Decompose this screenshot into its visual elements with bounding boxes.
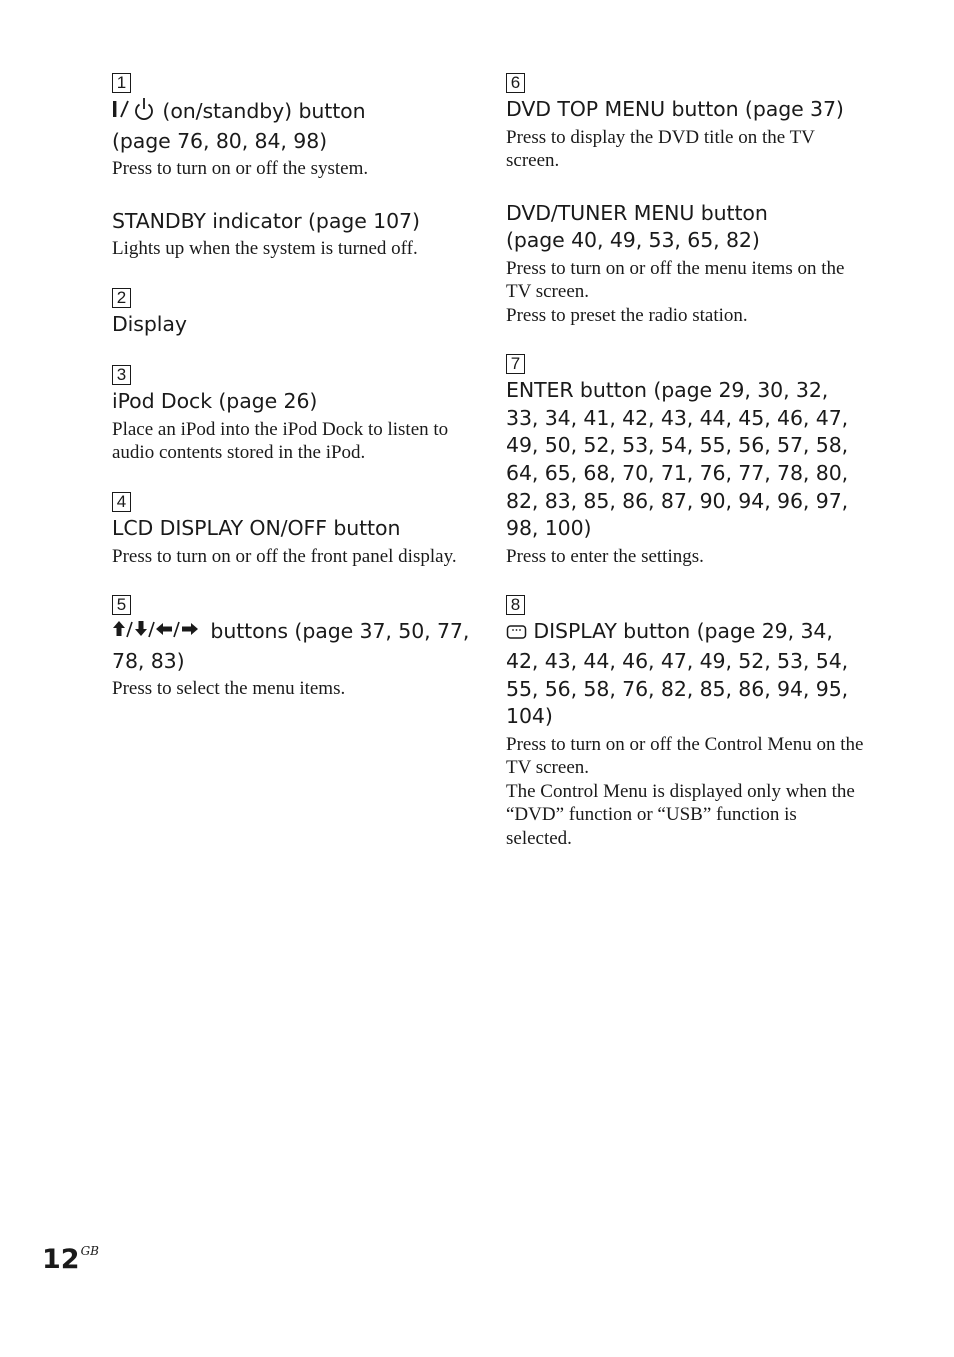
item-8-heading [506, 618, 866, 730]
display-screen-icon [506, 620, 527, 648]
item-4-heading: LCD DISPLAY ON/OFF button [112, 515, 401, 540]
item-2-heading: Display [112, 311, 187, 336]
item-3-description: Place an iPod into the iPod Dock to listen to audio contents stored in the iPod. [112, 418, 449, 464]
item-5-heading-text: buttons (page 37, 50, 77, 78, 83) [112, 619, 470, 673]
left-column [112, 72, 472, 701]
item-8 [506, 594, 866, 850]
item-6-heading: DVD TOP MENU button (page 37) [506, 97, 844, 121]
item-6-description: Press to display the DVD title on the TV screen. [506, 126, 815, 172]
page-number-value: 12 [42, 1244, 80, 1275]
item-1-heading-pages: (page 76, 80, 84, 98) [112, 128, 328, 153]
dvd-tuner-menu-heading [506, 200, 866, 255]
item-3-heading: iPod Dock (page 26) [112, 389, 318, 414]
dvd-tuner-menu-heading-line1: DVD/TUNER MENU button [506, 200, 768, 225]
dvd-tuner-menu-description-2: Press to preset the radio station. [506, 304, 748, 326]
item-number-3: 3 [112, 365, 131, 385]
item-1-description: Press to turn on or off the system. [112, 158, 369, 180]
item-1-heading [112, 96, 472, 155]
item-number-2: 2 [112, 288, 131, 308]
item-8-description-2: The Control Menu is displayed only when the “DVD” function or “USB” function is selected. [506, 780, 855, 849]
page-number [42, 1244, 99, 1275]
item-8-description-1: Press to turn on or off the Control Menu on the TV screen. [506, 733, 864, 779]
item-7 [506, 353, 866, 568]
item-5 [112, 594, 472, 701]
item-number-4: 4 [112, 492, 131, 512]
item-5-heading [112, 618, 472, 675]
item-8-heading-text: DISPLAY button (page 29, 34, 42, 43, 44, 46, 47, 49, 52, 53, 54, 55, 56, 58, 76, 82, 85, 86, 94, 95, 104) [506, 619, 849, 729]
item-2 [112, 287, 472, 339]
item-8-description [506, 733, 866, 851]
standby-indicator-heading: STANDBY indicator (page 107) [112, 208, 420, 233]
page-region-suffix: GB [80, 1244, 99, 1258]
item-5-description: Press to select the menu items. [112, 678, 346, 700]
item-number-7: 7 [506, 354, 525, 374]
dvd-tuner-menu-description [506, 257, 866, 328]
dvd-tuner-menu-heading-line2: (page 40, 49, 53, 65, 82) [506, 228, 760, 253]
dvd-tuner-menu-description-1: Press to turn on or off the menu items on the TV screen. [506, 257, 845, 303]
standby-indicator-description: Lights up when the system is turned off. [112, 238, 418, 260]
arrow-buttons-icons [112, 618, 204, 648]
left-arrow-icon [156, 623, 172, 635]
standby-indicator-entry [112, 208, 472, 261]
right-column [506, 72, 866, 850]
item-number-5: 5 [112, 595, 131, 615]
item-number-8: 8 [506, 595, 525, 615]
item-number-1: 1 [112, 73, 131, 93]
power-standby-icon [112, 96, 156, 128]
down-arrow-icon [135, 621, 147, 636]
item-1-heading-text: (on/standby) button [156, 99, 366, 123]
item-7-heading: ENTER button (page 29, 30, 32, 33, 34, 41, 42, 43, 44, 45, 46, 47, 49, 50, 52, 53, 54, 55, 56, 57, 58, 64, 65, 68, 70, 71, 76, 77, 78, 80, 82, 83, 85, 86, 87, 90, 94, 96, 97, 98, 100) [506, 378, 849, 541]
item-6 [506, 72, 866, 173]
item-7-description: Press to enter the settings. [506, 545, 704, 567]
dvd-tuner-menu-entry [506, 200, 866, 328]
item-4 [112, 491, 472, 568]
right-arrow-icon [182, 623, 198, 635]
item-3 [112, 364, 472, 465]
item-1 [112, 72, 472, 181]
up-arrow-icon [113, 621, 125, 636]
item-number-6: 6 [506, 73, 525, 93]
item-4-description: Press to turn on or off the front panel display. [112, 545, 457, 567]
